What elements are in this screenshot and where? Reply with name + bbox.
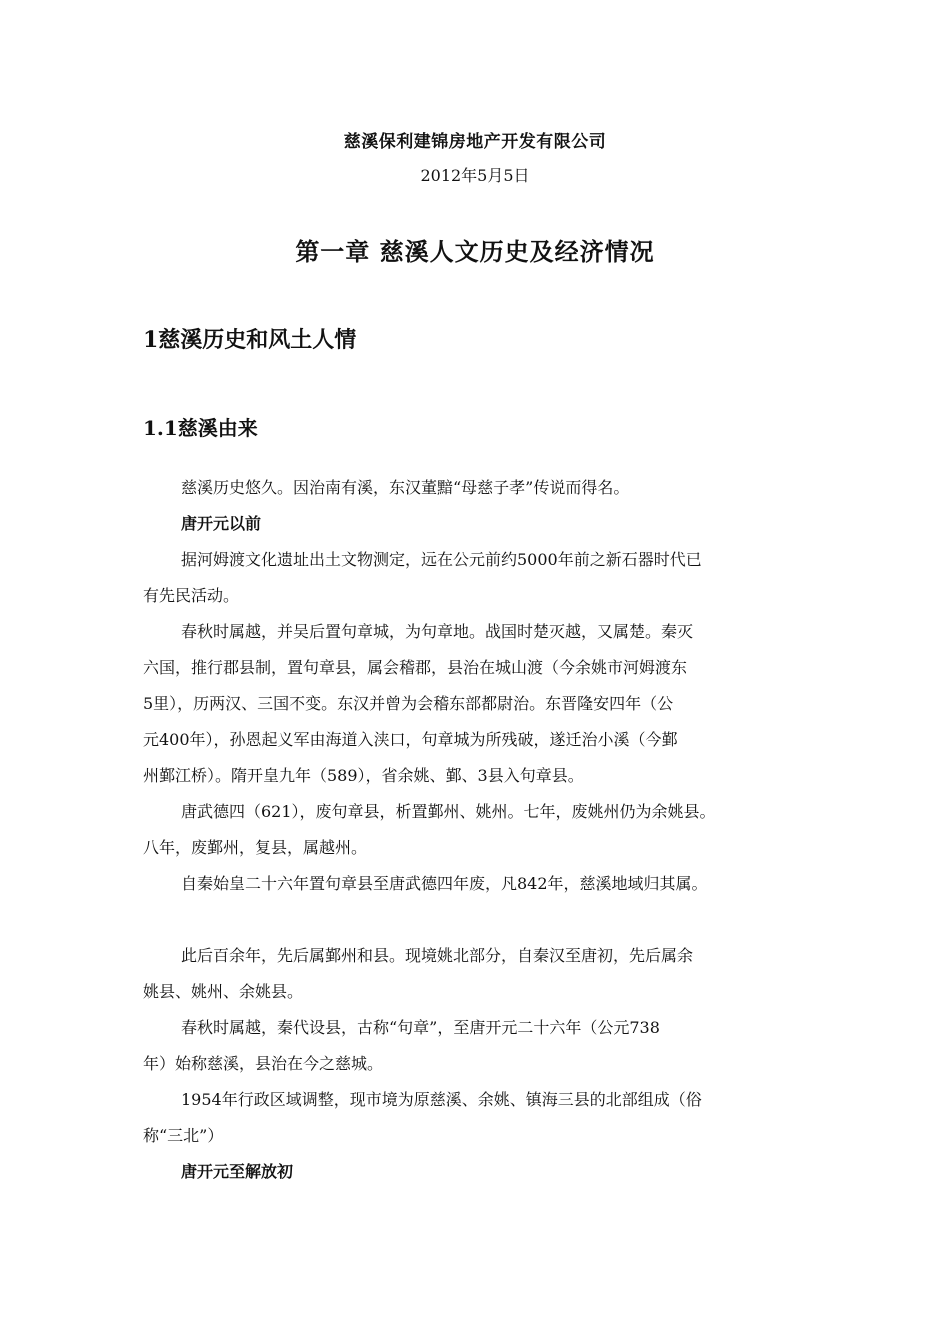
paragraph-line: 据河姆渡文化遗址出土文物测定，远在公元前约5000年前之新石器时代已	[181, 550, 702, 569]
paragraph-line: 1954年行政区域调整，现市境为原慈溪、余姚、镇海三县的北部组成（俗	[181, 1090, 702, 1109]
subsection-heading: 1.1慈溪由来	[143, 416, 258, 440]
paragraph-line: 姚县、姚州、余姚县。	[143, 982, 304, 1001]
paragraph-line: 八年，废鄞州，复县，属越州。	[143, 838, 368, 857]
period-heading: 唐开元以前	[181, 514, 262, 533]
paragraph-line: 年）始称慈溪，县治在今之慈城。	[143, 1054, 384, 1073]
section-heading: 1慈溪历史和风土人情	[143, 327, 357, 353]
paragraph-line: 此后百余年，先后属鄞州和县。现境姚北部分，自秦汉至唐初，先后属余	[181, 946, 694, 965]
paragraph-line: 5里），历两汉、三国不变。东汉并曾为会稽东部都尉治。东晋隆安四年（公	[143, 694, 674, 713]
paragraph-line: 唐武德四（621），废句章县，析置鄞州、姚州。七年，废姚州仍为余姚县。	[181, 802, 716, 821]
paragraph-line: 自秦始皇二十六年置句章县至唐武德四年废，凡842年，慈溪地域归其属。	[181, 874, 708, 893]
blank-line	[143, 902, 823, 938]
document-date: 2012年5月5日	[420, 166, 530, 185]
paragraph-line: 称“三北”）	[143, 1126, 224, 1145]
paragraph-line: 慈溪历史悠久。因治南有溪，东汉董黯“母慈子孝”传说而得名。	[181, 478, 630, 497]
paragraph-line: 州鄞江桥）。隋开皇九年（589），省余姚、鄞、3县入句章县。	[143, 766, 584, 785]
company-name: 慈溪保利建锦房地产开发有限公司	[343, 132, 607, 152]
paragraph-line: 春秋时属越，并吴后置句章城，为句章地。战国时楚灭越，又属楚。秦灭	[181, 622, 694, 641]
paragraph-line: 有先民活动。	[143, 586, 240, 605]
chapter-title: 第一章 慈溪人文历史及经济情况	[295, 237, 655, 266]
body-text	[143, 470, 823, 1190]
paragraph-line: 元400年），孙恩起义军由海道入浃口，句章城为所残破，遂迁治小溪（今鄞	[143, 730, 678, 749]
paragraph-line: 六国，推行郡县制，置句章县，属会稽郡，县治在城山渡（今余姚市河姆渡东	[143, 658, 688, 677]
paragraph-line: 春秋时属越，秦代设县，古称“句章”，至唐开元二十六年（公元738	[181, 1018, 660, 1037]
period-heading: 唐开元至解放初	[181, 1162, 294, 1181]
